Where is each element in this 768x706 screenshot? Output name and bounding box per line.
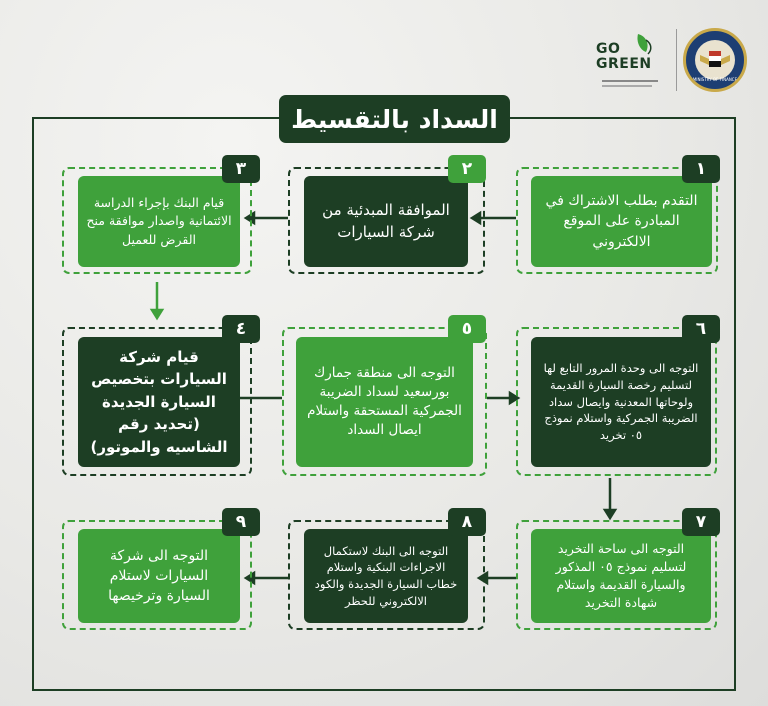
step-8-card: التوجه الى البنك لاستكمال الاجراءات البنكية واستلام خطاب السيارة الجديدة والكود الالكتروني للحظر	[304, 529, 468, 623]
step-5-badge: ٥	[448, 315, 486, 343]
step-6-card: التوجه الى وحدة المرور التابع لها لتسليم رخصة السيارة القديمة ولوحاتها المعدنية وايصال سداد الضريبة الجمركية واستلام نموذج ٠٥ تخريد	[531, 337, 711, 467]
step-6-badge: ٦	[682, 315, 720, 343]
step-2-card: الموافقة المبدئية من شركة السيارات	[304, 176, 468, 267]
step-4-card: قيام شركة السيارات بتخصيص السيارة الجديدة (تحديد رقم الشاسيه والموتور)	[78, 337, 240, 467]
step-1-badge: ١	[682, 155, 720, 183]
step-3-card: قيام البنك بإجراء الدراسة الائتمانية واصدار موافقة منح القرض للعميل	[78, 176, 240, 267]
logo-divider	[676, 29, 677, 91]
go-green-logo	[594, 28, 666, 94]
step-7-badge: ٧	[682, 508, 720, 536]
page-title: السداد بالتقسيط	[279, 95, 510, 143]
step-5-card: التوجه الى منطقة جمارك بورسعيد لسداد الضريبة الجمركية المستحقة واستلام ايصال السداد	[296, 337, 473, 467]
step-9-badge: ٩	[222, 508, 260, 536]
step-9-card: التوجه الى شركة السيارات لاستلام السيارة وترخيصها	[78, 529, 240, 623]
ministry-seal	[683, 28, 747, 92]
step-2-badge: ٢	[448, 155, 486, 183]
step-1-card: التقدم بطلب الاشتراك في المبادرة على الموقع الالكتروني	[531, 176, 712, 267]
go-green-text: GO GREEN	[596, 41, 652, 72]
step-7-card: التوجه الى ساحة التخريد لتسليم نموذج ٠٥ المذكور والسيارة القديمة واستلام شهادة التخريد	[531, 529, 711, 623]
ministry-caption: MINISTRY OF FINANCE	[692, 77, 738, 82]
step-3-badge: ٣	[222, 155, 260, 183]
step-8-badge: ٨	[448, 508, 486, 536]
step-4-badge: ٤	[222, 315, 260, 343]
